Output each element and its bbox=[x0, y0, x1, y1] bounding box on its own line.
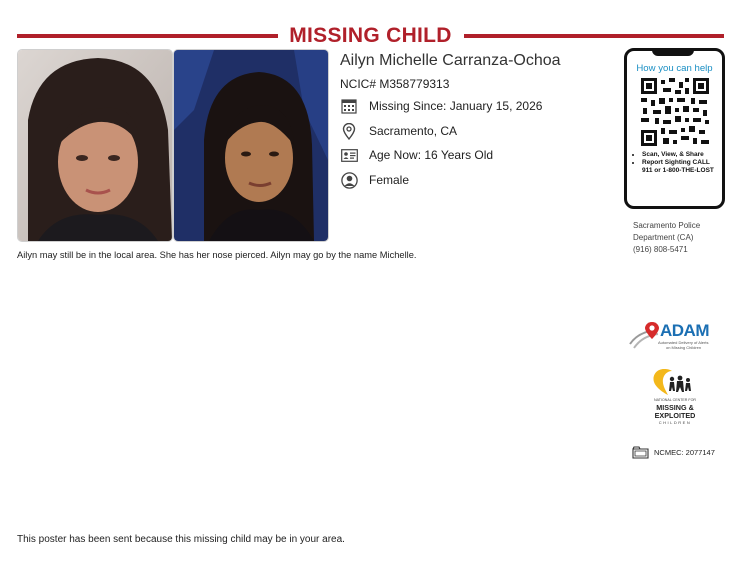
sex: Female bbox=[369, 173, 410, 187]
help-heading: How you can help bbox=[636, 63, 713, 74]
age-now: Age Now: 16 Years Old bbox=[369, 148, 494, 162]
help-phone-panel bbox=[624, 48, 725, 209]
adam-tagline-1: Automated Delivery of Alerts bbox=[658, 340, 709, 345]
footer-note: This poster has been sent because this missing child may be in your area. bbox=[17, 534, 345, 545]
ncmec-line2: MISSING & bbox=[656, 403, 694, 412]
child-photo-2 bbox=[173, 49, 329, 242]
ncmec-line3: EXPLOITED bbox=[654, 411, 696, 420]
agency-phone[interactable]: (916) 808-5471 bbox=[633, 245, 688, 254]
help-bullets bbox=[632, 151, 720, 175]
phone-notch bbox=[652, 48, 694, 56]
poster-title: MISSING CHILD bbox=[289, 24, 452, 47]
person-icon bbox=[340, 171, 358, 189]
adam-wordmark: ADAM bbox=[660, 321, 709, 340]
location-pin-icon bbox=[340, 122, 358, 140]
location: Sacramento, CA bbox=[369, 124, 458, 138]
child-photo-1 bbox=[17, 49, 173, 242]
ncic-number: NCIC# M358779313 bbox=[340, 77, 450, 91]
agency-name-line2: Department (CA) bbox=[633, 233, 694, 242]
agency-name-line1: Sacramento Police bbox=[633, 221, 701, 230]
description: Ailyn may still be in the local area. She has her nose pierced. Ailyn may go by the name Michelle. bbox=[17, 250, 417, 260]
id-card-icon bbox=[340, 146, 358, 164]
ncmec-number-row bbox=[632, 446, 715, 459]
adam-logo bbox=[628, 320, 720, 354]
age-row bbox=[340, 145, 493, 165]
ncmec-number: NCMEC: 2077147 bbox=[654, 448, 715, 457]
ncmec-logo bbox=[646, 367, 704, 429]
header-rule-right bbox=[464, 34, 724, 38]
header-rule-left bbox=[17, 34, 278, 38]
adam-tagline-2: on Missing Children bbox=[666, 345, 702, 350]
help-bullet-share: • Scan, View, & Share bbox=[642, 151, 720, 159]
child-name: Ailyn Michelle Carranza-Ochoa bbox=[340, 52, 561, 69]
help-bullet-report: • Report Sighting CALL 911 or 1-800-THE-LOST bbox=[642, 159, 720, 175]
ncmec-line1: NATIONAL CENTER FOR bbox=[654, 398, 696, 402]
calendar-icon bbox=[340, 97, 358, 115]
sex-row bbox=[340, 170, 409, 190]
location-row bbox=[340, 121, 457, 141]
ncmec-line4: CHILDREN bbox=[658, 420, 692, 425]
missing-since-row bbox=[340, 96, 542, 116]
folder-icon bbox=[632, 446, 649, 459]
missing-since: Missing Since: January 15, 2026 bbox=[369, 99, 543, 113]
qr-code[interactable] bbox=[641, 78, 709, 146]
